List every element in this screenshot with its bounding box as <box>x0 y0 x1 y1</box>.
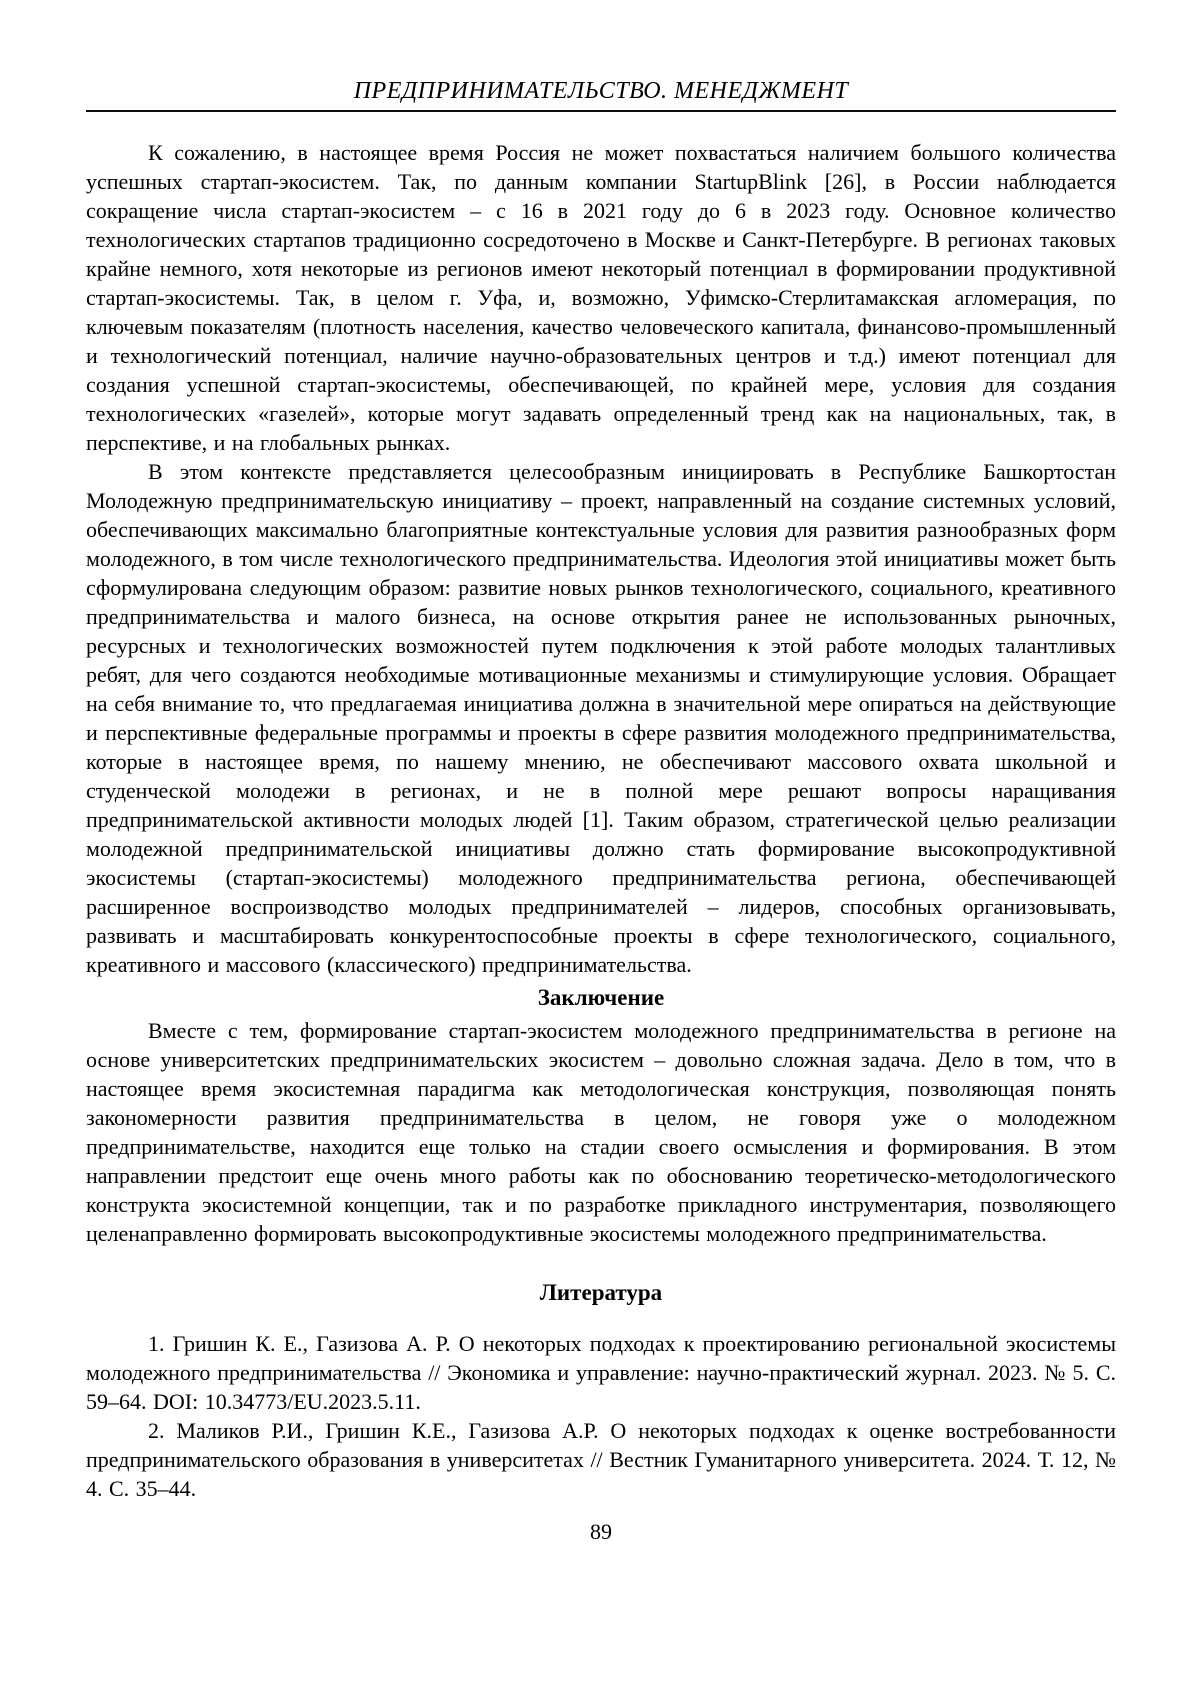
body-paragraph: В этом контексте представляется целесообразным инициировать в Республике Башкортостан Молодежную предпринимательскую инициативу – проект, направленный на создание системных условий, обеспечивающих максимально благоприятные контекстуальные условия для развития разнообразных форм молодежного, в том числе технологического предпринимательства. Идеология этой инициативы может быть сформулирована следующим образом: развитие новых рынков технологического, социального, креативного предпринимательства и малого бизнеса, на основе открытия ранее не использованных рыночных, ресурсных и технологических возможностей путем подключения к этой работе молодых талантливых ребят, для чего создаются необходимые мотивационные механизмы и стимулирующие условия. Обращает на себя внимание то, что предлагаемая инициатива должна в значительной мере опираться на действующие и перспективные федеральные программы и проекты в сфере развития молодежного предпринимательства, которые в настоящее время, по нашему мнению, не обеспечивают массового охвата школьной и студенческой молодежи в регионах, и не в полной мере решают вопросы наращивания предпринимательской активности молодых людей [1]. Таким образом, стратегической целью реализации молодежной предпринимательской инициативы должно стать формирование высокопродуктивной экосистемы (стартап-экосистемы) молодежного предпринимательства региона, обеспечивающей расширенное воспроизводство молодых предпринимателей – лидеров, способных организовывать, развивать и масштабировать конкурентоспособные проекты в сфере технологического, социального, креативного и массового (классического) предпринимательства. <box>86 459 1116 977</box>
conclusion-section <box>86 1016 1116 1248</box>
article-body <box>86 138 1116 979</box>
reference-item: 2. Маликов Р.И., Гришин К.Е., Газизова А.Р. О некоторых подходах к оценке востребованности предпринимательского образования в университетах // Вестник Гуманитарного университета. 2024. Т. 12, № 4. С. 35–44. <box>86 1418 1116 1501</box>
reference-list <box>86 1329 1116 1503</box>
page-number: 89 <box>590 1519 612 1544</box>
body-paragraph: К сожалению, в настоящее время Россия не может похвастаться наличием большого количества успешных стартап-экосистем. Так, по данным компании StartupBlink [26], в России наблюдается сокращение числа стартап-экосистем – с 16 в 2021 году до 6 в 2023 году. Основное количество технологических стартапов традиционно сосредоточено в Москве и Санкт-Петербурге. В регионах таковых крайне немного, хотя некоторые из регионов имеют некоторый потенциал в формировании продуктивной стартап-экосистемы. Так, в целом г. Уфа, и, возможно, Уфимско-Стерлитамакская агломерация, по ключевым показателям (плотность населения, качество человеческого капитала, финансово-промышленный и технологический потенциал, наличие научно-образовательных центров и т.д.) имеют потенциал для создания успешной стартап-экосистемы, обеспечивающей, по крайней мере, условия для создания технологических «газелей», которые могут задавать определенный тренд как на национальных, так, в перспективе, и на глобальных рынках. <box>86 140 1116 455</box>
literature-heading: Литература <box>539 1280 663 1305</box>
running-head-title: ПРЕДПРИНИМАТЕЛЬСТВО. МЕНЕДЖМЕНТ <box>353 78 849 104</box>
reference-item: 1. Гришин К. Е., Газизова А. Р. О некоторых подходах к проектированию региональной экосистемы молодежного предпринимательства // Экономика и управление: научно-практический журнал. 2023. № 5. С. 59–64. DOI: 10.34773/EU.2023.5.11. <box>86 1331 1116 1414</box>
page-header <box>86 76 1116 112</box>
conclusion-paragraph: Вместе с тем, формирование стартап-экосистем молодежного предпринимательства в регионе на основе университетских предпринимательских экосистем – довольно сложная задача. Дело в том, что в настоящее время экосистемная парадигма как методологическая конструкция, позволяющая понять закономерности развития предпринимательства в целом, не говоря уже о молодежном предпринимательстве, находится еще только на стадии своего осмысления и формирования. В этом направлении предстоит еще очень много работы как по обоснованию теоретическо-методологического конструкта экосистемной концепции, так и по разработке прикладного инструментария, позволяющего целенаправленно формировать высокопродуктивные экосистемы молодежного предпринимательства. <box>86 1018 1116 1246</box>
conclusion-heading: Заключение <box>537 985 665 1010</box>
header-rule <box>86 110 1116 112</box>
